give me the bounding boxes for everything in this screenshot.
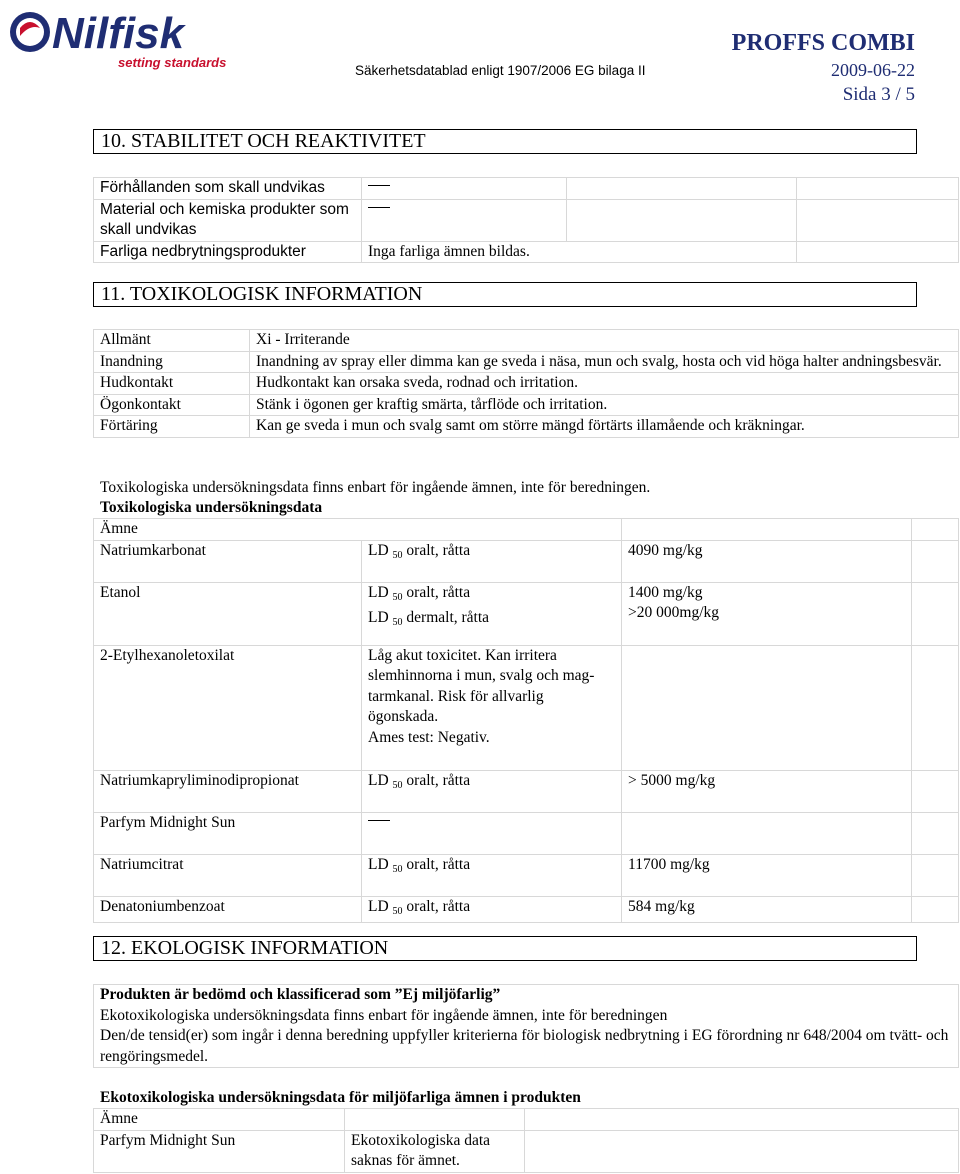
substance-name: Natriumkapryliminodipropionat bbox=[94, 770, 362, 812]
eco-data-table bbox=[93, 1108, 959, 1173]
product-name: PROFFS COMBI bbox=[731, 30, 915, 56]
table-row bbox=[94, 896, 959, 923]
row-label: Inandning bbox=[94, 351, 250, 373]
table-row bbox=[94, 582, 959, 645]
page-number: Sida 3 / 5 bbox=[842, 84, 915, 105]
row-value: Hudkontakt kan orsaka sveda, rodnad och irritation. bbox=[250, 373, 959, 395]
table-row bbox=[94, 770, 959, 812]
nilfisk-logo bbox=[6, 6, 246, 70]
row-label: Hudkontakt bbox=[94, 373, 250, 395]
ld50-value: 1400 mg/kg >20 000mg/kg bbox=[622, 582, 912, 645]
substance-name: Natriumcitrat bbox=[94, 854, 362, 896]
row-label: Allmänt bbox=[94, 330, 250, 352]
table-row bbox=[94, 199, 959, 241]
row-value-dash bbox=[362, 812, 622, 854]
eco-tenside-note: Den/de tensid(er) som ingår i denna beredning uppfyller kriterierna för biologisk nedbrytning i EG förordning nr 648/2004 om tvätt- och rengöringsmedel. bbox=[100, 1027, 949, 1065]
table-row bbox=[94, 1130, 959, 1172]
ld50-route: LD $_{50}$ oralt, råtta bbox=[362, 540, 622, 582]
section-12-heading: 12. EKOLOGISK INFORMATION bbox=[93, 936, 917, 961]
table-row bbox=[94, 394, 959, 416]
row-value-dash bbox=[362, 199, 567, 241]
substance-name: Parfym Midnight Sun bbox=[94, 812, 362, 854]
table-row bbox=[94, 985, 959, 1068]
dash-mark bbox=[368, 207, 390, 208]
row-value: Xi - Irriterande bbox=[250, 330, 959, 352]
row-label: Ögonkontakt bbox=[94, 394, 250, 416]
ld50-value: 584 mg/kg bbox=[622, 896, 912, 923]
sds-regulation-line: Säkerhetsdatablad enligt 1907/2006 EG bilaga II bbox=[355, 63, 646, 78]
table-row bbox=[94, 812, 959, 854]
tox-note: Toxikologiska undersökningsdata finns enbart för ingående ämnen, inte för beredningen. bbox=[100, 479, 651, 496]
table-row bbox=[94, 645, 959, 770]
substance-name: Denatoniumbenzoat bbox=[94, 896, 362, 923]
row-value: Kan ge sveda i mun och svalg samt om större mängd förtärts illamående och kräkningar. bbox=[250, 416, 959, 438]
row-value: Inga farliga ämnen bildas. bbox=[362, 241, 797, 263]
table-row bbox=[94, 351, 959, 373]
svg-text:setting standards: setting standards bbox=[118, 55, 227, 70]
col-substance-header: Ämne bbox=[94, 1109, 345, 1131]
substance-name: 2-Etylhexanoletoxilat bbox=[94, 645, 362, 770]
table-header-row bbox=[94, 1109, 959, 1131]
ld50-route: LD $_{50}$ oralt, råtta bbox=[362, 854, 622, 896]
section-11-heading: 11. TOXIKOLOGISK INFORMATION bbox=[93, 282, 917, 307]
section-11-table bbox=[93, 329, 959, 438]
col-substance-header: Ämne bbox=[94, 519, 622, 541]
eco-classification: Produkten är bedömd och klassificerad som ”Ej miljöfarlig” bbox=[100, 986, 501, 1003]
ld50-value: 11700 mg/kg bbox=[622, 854, 912, 896]
nilfisk-logo-mark bbox=[6, 6, 246, 70]
eco-data-heading: Ekotoxikologiska undersökningsdata för miljöfarliga ämnen i produkten bbox=[100, 1089, 581, 1106]
table-row bbox=[94, 854, 959, 896]
row-label: Material och kemiska produkter som skall undvikas bbox=[94, 199, 362, 241]
document-date: 2009-06-22 bbox=[831, 60, 915, 80]
ld50-value: 4090 mg/kg bbox=[622, 540, 912, 582]
row-value-dash bbox=[362, 178, 567, 200]
table-row bbox=[94, 373, 959, 395]
table-row bbox=[94, 330, 959, 352]
eco-statement bbox=[94, 985, 959, 1068]
dash-mark bbox=[368, 820, 390, 821]
substance-name: Parfym Midnight Sun bbox=[94, 1130, 345, 1172]
substance-name: Etanol bbox=[94, 582, 362, 645]
table-header-row bbox=[94, 519, 959, 541]
section-12-table bbox=[93, 984, 959, 1068]
substance-name: Natriumkarbonat bbox=[94, 540, 362, 582]
table-row bbox=[94, 540, 959, 582]
section-10-heading: 10. STABILITET OCH REAKTIVITET bbox=[93, 129, 917, 154]
tox-data-heading: Toxikologiska undersökningsdata bbox=[100, 499, 323, 516]
ld50-route: LD $_{50}$ oralt, råtta bbox=[362, 770, 622, 812]
ld50-value: > 5000 mg/kg bbox=[622, 770, 912, 812]
row-label: Farliga nedbrytningsprodukter bbox=[94, 241, 362, 263]
row-label: Förhållanden som skall undvikas bbox=[94, 178, 362, 200]
table-row bbox=[94, 416, 959, 438]
eco-value: Ekotoxikologiska data saknas för ämnet. bbox=[345, 1130, 525, 1172]
tox-data-table bbox=[93, 518, 959, 923]
eco-note: Ekotoxikologiska undersökningsdata finns enbart för ingående ämnen, inte för beredningen bbox=[100, 1006, 668, 1024]
ld50-route: LD $_{50}$ oralt, råtta bbox=[362, 896, 622, 923]
row-label: Förtäring bbox=[94, 416, 250, 438]
ld50-route: LD $_{50}$ oralt, råtta LD $_{50}$ dermalt, råtta bbox=[362, 582, 622, 645]
substance-description: Låg akut toxicitet. Kan irritera slemhinnorna i mun, svalg och mag-tarmkanal. Risk för allvarlig ögonskada. Ames test: Negativ. bbox=[362, 645, 622, 770]
section-10-table bbox=[93, 177, 959, 263]
row-value: Stänk i ögonen ger kraftig smärta, tårflöde och irritation. bbox=[250, 394, 959, 416]
table-row bbox=[94, 178, 959, 200]
svg-text:Nilfisk: Nilfisk bbox=[52, 9, 185, 58]
dash-mark bbox=[368, 185, 390, 186]
row-value: Inandning av spray eller dimma kan ge sveda i näsa, mun och svalg, hosta och vid höga halter andningsbesvär. bbox=[250, 351, 959, 373]
table-row bbox=[94, 241, 959, 263]
